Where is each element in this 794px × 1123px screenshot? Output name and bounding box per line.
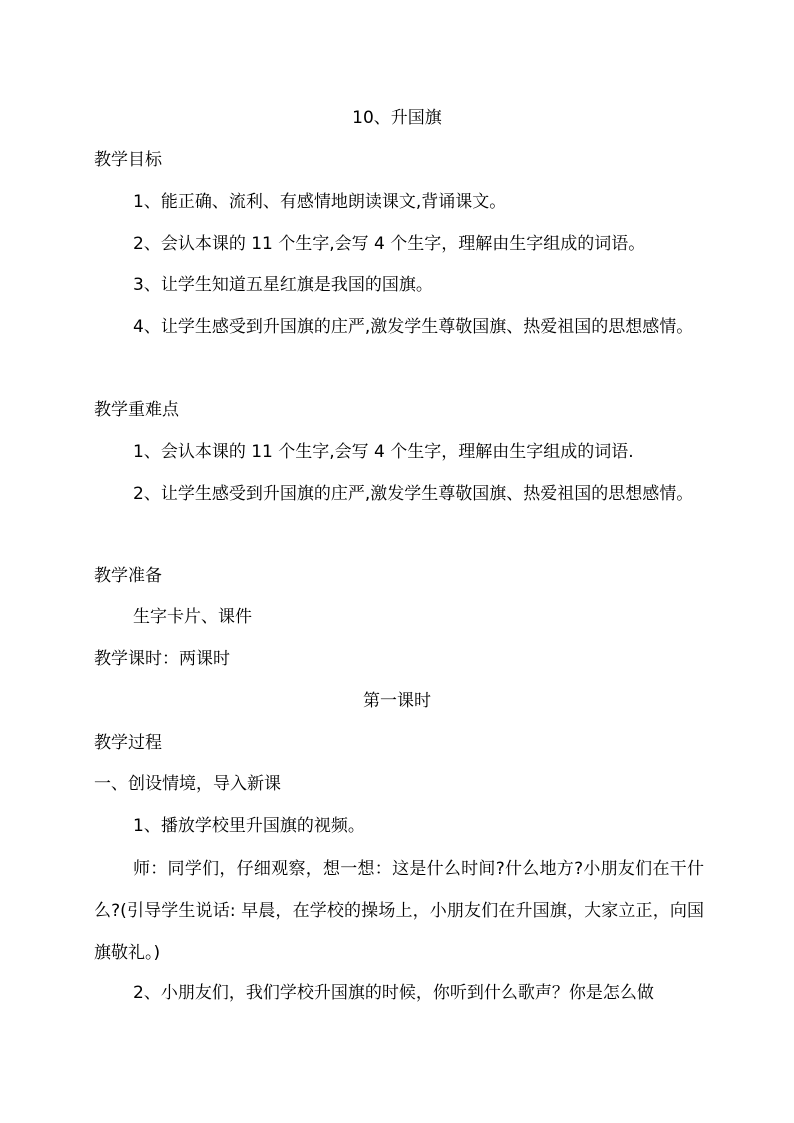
first-period-title: 第一课时 — [363, 691, 431, 711]
objective-item-4: 4、让学生感受到升国旗的庄严,激发学生尊敬国旗、热爱祖国的思想感情。 — [133, 317, 694, 337]
process-heading: 教学过程 — [94, 733, 162, 753]
key-point-item-2: 2、让学生感受到升国旗的庄严,激发学生尊敬国旗、热爱祖国的思想感情。 — [133, 484, 694, 504]
key-points-heading: 教学重难点 — [94, 400, 179, 420]
process-section-1: 一、创设情境，导入新课 — [94, 774, 281, 794]
process-item-1: 1、播放学校里升国旗的视频。 — [133, 816, 365, 836]
teacher-prompt: 师：同学们，仔细观察，想一想：这是什么时间?什么地方?小朋友们在干什么?(引导学生说话: 早晨，在学校的操场上，小朋友们在升国旗，大家立正，向国旗敬礼。) — [94, 859, 704, 963]
objective-item-2: 2、会认本课的 11 个生字,会写 4 个生字，理解由生字组成的词语。 — [133, 234, 646, 254]
objectives-heading: 教学目标 — [94, 150, 162, 170]
preparation-text: 生字卡片、课件 — [133, 607, 252, 627]
class-periods: 教学课时：两课时 — [94, 649, 230, 669]
process-item-2: 2、小朋友们，我们学校升国旗的时候，你听到什么歌声？你是怎么做 — [133, 983, 654, 1003]
objective-item-3: 3、让学生知道五星红旗是我国的国旗。 — [133, 275, 433, 295]
preparation-heading: 教学准备 — [94, 566, 162, 586]
objective-item-1: 1、能正确、流利、有感情地朗读课文,背诵课文。 — [133, 192, 507, 212]
key-point-item-1: 1、会认本课的 11 个生字,会写 4 个生字，理解由生字组成的词语. — [133, 442, 634, 462]
document-title: 10、升国旗 — [352, 108, 442, 128]
